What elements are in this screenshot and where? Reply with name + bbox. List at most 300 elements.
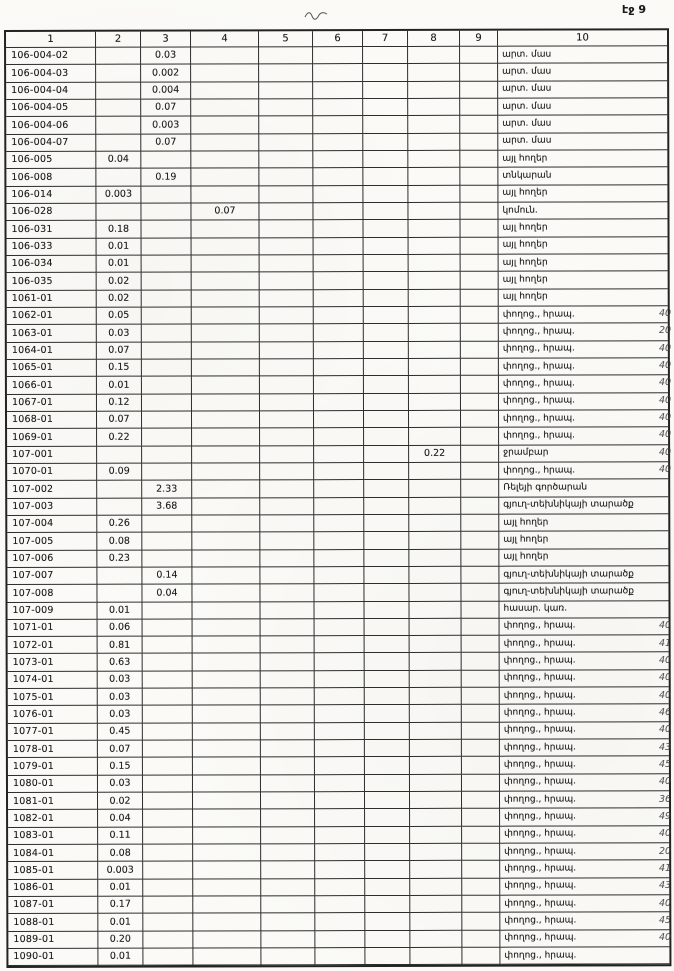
cell-area-value <box>365 688 410 705</box>
cell-parcel-code: 106-004-04 <box>6 82 96 100</box>
cell-area-value <box>260 376 314 393</box>
cell-land-use: փողոց., հրապ. <box>500 861 669 879</box>
cell-area-value <box>193 636 261 654</box>
cell-area-value <box>143 810 193 827</box>
cell-land-use: արտ. մաս <box>498 64 667 82</box>
cell-parcel-code: 1072-01 <box>8 637 98 655</box>
cell-area-value <box>192 515 260 533</box>
cell-area-value <box>141 203 191 220</box>
cell-parcel-code: 106-005 <box>6 152 96 170</box>
cell-area-value <box>314 359 364 376</box>
cell-land-use: արտ. մաս <box>498 116 667 134</box>
cell-area-value <box>410 844 462 861</box>
cell-area-value: 0.04 <box>142 585 192 602</box>
cell-area-value <box>365 757 410 774</box>
cell-area-value <box>192 290 260 308</box>
cell-area-value: 0.22 <box>97 429 142 446</box>
cell-parcel-code: 1071-01 <box>8 620 98 638</box>
cell-area-value <box>143 827 193 844</box>
cell-land-use: փողոց., հրապ. <box>499 358 668 376</box>
cell-area-value: 0.14 <box>142 567 192 584</box>
column-header: 9 <box>460 31 498 47</box>
cell-area-value <box>364 411 409 428</box>
cell-area-value <box>409 515 461 532</box>
cell-area-value <box>410 879 462 896</box>
cell-area-value <box>261 636 315 653</box>
cell-area-value <box>461 411 499 428</box>
cell-area-value: 0.15 <box>98 758 143 775</box>
cell-area-value <box>408 151 460 168</box>
cell-area-value <box>259 186 313 203</box>
cell-area-value <box>462 930 500 947</box>
cell-land-use: փողոց., հրապ. <box>500 843 669 861</box>
cell-area-value <box>143 654 193 671</box>
cell-area-value <box>261 810 315 827</box>
cell-area-value: 0.18 <box>97 221 142 238</box>
cell-parcel-code: 106-034 <box>7 256 97 274</box>
cell-area-value <box>142 273 192 290</box>
cell-land-use: գյուղ-տեխնիկայի տարածք <box>499 583 668 601</box>
margin-note: 40 <box>659 672 672 684</box>
cell-area-value <box>313 134 363 151</box>
cell-area-value <box>365 619 410 636</box>
cell-area-value <box>364 497 409 514</box>
cell-area-value <box>460 99 498 116</box>
cell-area-value <box>408 99 460 116</box>
cell-land-use: փողոց., հրապ. <box>500 774 669 792</box>
cell-area-value: 0.003 <box>98 862 143 879</box>
cell-area-value <box>260 550 314 567</box>
cell-area-value: 0.01 <box>98 914 143 931</box>
margin-note: 40 <box>659 464 672 476</box>
cell-area-value <box>409 584 461 601</box>
cell-area-value: 0.19 <box>141 169 191 186</box>
cell-area-value <box>460 116 498 133</box>
cell-area-value <box>460 133 498 150</box>
cell-area-value <box>143 879 193 896</box>
cell-parcel-code: 1075-01 <box>8 689 98 707</box>
cell-area-value <box>97 481 142 498</box>
cell-area-value <box>314 515 364 532</box>
cell-area-value <box>410 913 462 930</box>
cell-land-use: այլ հողեր <box>499 254 668 272</box>
cell-area-value <box>315 948 365 965</box>
cell-area-value <box>260 394 314 411</box>
cell-area-value <box>365 636 410 653</box>
cell-area-value <box>142 429 192 446</box>
column-header: 2 <box>96 32 141 48</box>
cell-area-value <box>142 602 192 619</box>
cell-area-value <box>461 549 499 566</box>
cell-land-use: արտ. մաս <box>498 133 667 151</box>
cell-area-value <box>261 914 315 931</box>
cell-area-value <box>261 948 315 965</box>
cell-area-value: 0.03 <box>97 325 142 342</box>
cell-area-value <box>192 567 260 585</box>
cell-area-value <box>364 601 409 618</box>
cell-area-value <box>315 619 365 636</box>
cell-area-value <box>315 723 365 740</box>
cell-area-value <box>364 532 409 549</box>
cell-area-value <box>408 133 460 150</box>
cell-land-use: փողոց., հրապ. <box>500 930 669 948</box>
cell-area-value <box>314 272 364 289</box>
cell-area-value <box>143 845 193 862</box>
cell-area-value <box>261 775 315 792</box>
cell-area-value <box>192 377 260 395</box>
cell-area-value <box>460 220 498 237</box>
cell-area-value <box>410 861 462 878</box>
cell-area-value: 0.01 <box>98 949 143 966</box>
cell-area-value <box>461 376 499 393</box>
cell-area-value <box>461 237 499 254</box>
margin-note: 40 <box>659 828 672 840</box>
cell-parcel-code: 107-002 <box>7 481 97 499</box>
cell-area-value <box>365 671 410 688</box>
cell-area-value: 0.63 <box>98 654 143 671</box>
cell-land-use: այլ հողեր <box>499 531 668 549</box>
cell-area-value <box>461 480 499 497</box>
column-header: 1 <box>6 32 96 48</box>
cell-area-value: 0.07 <box>141 134 191 151</box>
cell-area-value <box>192 238 260 256</box>
cell-area-value <box>461 515 499 532</box>
column-header: 8 <box>408 31 460 47</box>
cell-area-value <box>313 82 363 99</box>
margin-note: 40 <box>659 620 672 632</box>
cell-area-value <box>191 169 259 187</box>
cell-area-value <box>365 948 410 965</box>
cell-area-value: 0.02 <box>98 793 143 810</box>
cell-area-value <box>364 394 409 411</box>
cell-land-use: փողոց., հրապ. <box>500 791 669 809</box>
cell-parcel-code: 1079-01 <box>8 758 98 776</box>
cell-area-value <box>96 100 141 117</box>
cell-area-value <box>462 723 500 740</box>
margin-note: 45 <box>659 915 672 926</box>
margin-note: 40 <box>659 654 672 666</box>
cell-land-use: այլ հողեր <box>499 289 668 307</box>
cell-area-value <box>143 775 193 792</box>
cell-area-value <box>192 394 260 412</box>
cell-area-value <box>261 619 315 636</box>
cell-area-value <box>141 186 191 203</box>
cell-area-value <box>261 688 315 705</box>
margin-note: 41 <box>659 862 672 874</box>
cell-area-value <box>193 706 261 724</box>
cell-parcel-code: 106-031 <box>7 221 97 239</box>
cell-area-value <box>365 896 410 913</box>
column-header: 10 <box>498 30 667 46</box>
cell-area-value <box>143 706 193 723</box>
cell-land-use: գյուղ-տեխնիկայի տարածք <box>499 566 668 584</box>
cell-land-use: այլ հողեր <box>498 185 667 203</box>
cell-area-value <box>410 775 462 792</box>
cell-parcel-code: 1061-01 <box>7 290 97 308</box>
cell-area-value <box>410 896 462 913</box>
cell-area-value <box>315 636 365 653</box>
cell-land-use: փողոց., հրապ. <box>500 826 669 844</box>
cell-area-value <box>410 671 462 688</box>
cell-land-use: գյուղ-տեխնիկայի տարածք <box>499 497 668 515</box>
cell-area-value <box>261 792 315 809</box>
cell-land-use: փողոց., հրապ. <box>499 410 668 428</box>
cell-area-value <box>409 567 461 584</box>
cell-area-value <box>409 601 461 618</box>
cell-land-use: փողոց., հրապ. <box>500 913 669 931</box>
cell-parcel-code: 106-033 <box>7 238 97 256</box>
cell-parcel-code: 1065-01 <box>7 360 97 378</box>
cell-area-value <box>315 844 365 861</box>
cell-area-value <box>259 151 313 168</box>
cell-land-use: ջրամբար <box>499 445 668 463</box>
cell-area-value <box>193 740 261 758</box>
cell-area-value <box>313 64 363 81</box>
cell-area-value <box>192 411 260 429</box>
cell-area-value <box>365 844 410 861</box>
cell-area-value <box>462 948 500 965</box>
cell-area-value <box>192 602 260 620</box>
cell-parcel-code: 107-007 <box>7 568 97 586</box>
cell-area-value <box>142 221 192 238</box>
cell-land-use: փողոց., հրապ. <box>500 635 669 653</box>
cell-area-value: 0.15 <box>97 360 142 377</box>
cell-area-value <box>192 325 260 343</box>
cell-land-use: այլ հողեր <box>499 272 668 290</box>
cell-area-value <box>143 897 193 914</box>
cell-area-value <box>462 896 500 913</box>
cell-parcel-code: 1062-01 <box>7 308 97 326</box>
cell-area-value: 0.02 <box>97 273 142 290</box>
cell-area-value <box>408 64 460 81</box>
cell-area-value <box>259 82 313 99</box>
cell-area-value <box>315 706 365 723</box>
cell-area-value <box>409 307 461 324</box>
cell-area-value <box>460 151 498 168</box>
cell-land-use: այլ հողեր <box>499 514 668 532</box>
cell-parcel-code: 1083-01 <box>8 828 98 846</box>
cell-area-value <box>191 117 259 135</box>
cell-parcel-code: 106-004-05 <box>6 100 96 118</box>
cell-area-value <box>191 99 259 117</box>
cell-area-value <box>260 324 314 341</box>
cell-parcel-code: 1088-01 <box>8 914 98 932</box>
cell-area-value <box>261 879 315 896</box>
cell-area-value <box>192 533 260 551</box>
margin-note: 43 <box>659 741 672 753</box>
cell-area-value <box>410 688 462 705</box>
cell-area-value <box>315 913 365 930</box>
cell-area-value <box>363 168 408 185</box>
cell-area-value <box>409 341 461 358</box>
cell-area-value <box>314 602 364 619</box>
cell-area-value <box>365 913 410 930</box>
cell-area-value <box>260 584 314 601</box>
cell-area-value <box>259 168 313 185</box>
cell-area-value <box>410 705 462 722</box>
cell-area-value <box>363 203 408 220</box>
cell-area-value <box>462 705 500 722</box>
cell-area-value <box>409 255 461 272</box>
cell-parcel-code: 1086-01 <box>8 880 98 898</box>
cell-area-value <box>259 47 313 64</box>
cell-area-value <box>142 255 192 272</box>
cell-area-value <box>408 185 460 202</box>
cell-area-value <box>409 237 461 254</box>
cell-area-value <box>409 272 461 289</box>
cell-land-use: փողոց., հրապ. <box>499 306 668 324</box>
cell-area-value: 0.004 <box>141 82 191 99</box>
cell-area-value <box>96 134 141 151</box>
cell-area-value <box>143 758 193 775</box>
cell-area-value <box>260 532 314 549</box>
cell-land-use: փողոց., հրապ. <box>500 809 669 827</box>
cell-area-value <box>261 671 315 688</box>
cell-area-value <box>364 290 409 307</box>
cell-area-value <box>142 377 192 394</box>
cell-area-value: 0.07 <box>97 412 142 429</box>
cell-area-value <box>142 446 192 463</box>
cell-area-value <box>261 896 315 913</box>
cell-area-value <box>363 186 408 203</box>
cell-area-value <box>259 99 313 116</box>
cell-land-use: փողոց., հրապ. <box>500 670 669 688</box>
cell-area-value <box>364 272 409 289</box>
cell-area-value <box>142 307 192 324</box>
cell-area-value <box>314 307 364 324</box>
cell-area-value <box>315 792 365 809</box>
cell-area-value <box>96 48 141 65</box>
cell-land-use: փողոց., հրապ. <box>500 705 669 723</box>
margin-note: 40 <box>659 360 672 372</box>
cell-area-value <box>313 203 363 220</box>
cell-area-value: 0.17 <box>98 897 143 914</box>
cell-land-use: հասար. կառ. <box>499 601 668 619</box>
cell-area-value <box>193 758 261 776</box>
cell-area-value <box>96 117 141 134</box>
cell-land-use: փողոց., հրապ. <box>500 895 669 913</box>
cell-area-value <box>364 549 409 566</box>
cell-area-value <box>410 653 462 670</box>
cell-area-value <box>97 585 142 602</box>
cell-area-value <box>143 862 193 879</box>
cell-parcel-code: 106-004-03 <box>6 65 96 83</box>
margin-note: 20 <box>659 325 672 337</box>
cell-area-value <box>364 463 409 480</box>
margin-note: 45 <box>659 758 672 770</box>
cell-area-value <box>410 723 462 740</box>
cell-area-value <box>315 671 365 688</box>
cell-area-value <box>192 359 260 377</box>
cell-area-value <box>315 827 365 844</box>
cell-area-value <box>408 168 460 185</box>
cell-land-use: արտ. մաս <box>498 46 667 64</box>
cell-area-value <box>461 255 499 272</box>
cell-land-use: փողոց., հրապ. <box>500 687 669 705</box>
cell-area-value <box>259 117 313 134</box>
cell-area-value <box>462 757 500 774</box>
cell-land-use: տնկարան <box>498 168 667 186</box>
cell-area-value <box>192 255 260 273</box>
cell-area-value <box>315 809 365 826</box>
cell-parcel-code: 1081-01 <box>8 793 98 811</box>
cell-area-value <box>363 99 408 116</box>
cell-area-value <box>260 307 314 324</box>
cell-area-value <box>365 653 410 670</box>
cell-area-value <box>313 186 363 203</box>
cell-area-value <box>460 203 498 220</box>
cell-area-value <box>313 47 363 64</box>
cell-area-value <box>96 204 141 221</box>
cell-land-use: փողոց., հրապ. <box>500 618 669 636</box>
cell-area-value <box>260 463 314 480</box>
cell-area-value <box>364 480 409 497</box>
cell-area-value <box>408 116 460 133</box>
cell-area-value: 0.003 <box>141 117 191 134</box>
cell-area-value <box>142 325 192 342</box>
cell-area-value <box>409 411 461 428</box>
cell-area-value <box>142 359 192 376</box>
cell-area-value: 0.01 <box>97 377 142 394</box>
cell-area-value <box>313 151 363 168</box>
cell-parcel-code: 106-004-06 <box>6 117 96 135</box>
cell-area-value <box>461 463 499 480</box>
cell-area-value <box>260 342 314 359</box>
cell-area-value <box>259 220 313 237</box>
cell-area-value: 0.45 <box>98 723 143 740</box>
cell-land-use: փողոց., հրապ. <box>499 324 668 342</box>
cell-area-value <box>461 445 499 462</box>
cell-area-value <box>192 446 260 464</box>
cell-area-value <box>261 758 315 775</box>
cell-area-value <box>365 931 410 948</box>
margin-note: 40 <box>659 429 672 441</box>
cell-area-value <box>315 896 365 913</box>
cell-area-value <box>461 289 499 306</box>
cell-parcel-code: 106-004-07 <box>6 134 96 152</box>
cell-parcel-code: 1077-01 <box>8 724 98 742</box>
cell-area-value <box>410 931 462 948</box>
cell-area-value <box>142 411 192 428</box>
cell-area-value <box>191 134 259 152</box>
cell-area-value <box>365 879 410 896</box>
cell-area-value <box>408 203 460 220</box>
cell-parcel-code: 1066-01 <box>7 377 97 395</box>
cell-area-value <box>409 549 461 566</box>
cell-area-value <box>260 290 314 307</box>
cell-area-value <box>315 775 365 792</box>
cell-parcel-code: 107-001 <box>7 446 97 464</box>
cell-land-use: փողոց., հրապ. <box>499 393 668 411</box>
cell-area-value <box>193 896 261 914</box>
cell-area-value <box>192 463 260 481</box>
cell-area-value <box>410 809 462 826</box>
cell-area-value <box>365 827 410 844</box>
cell-area-value <box>193 792 261 810</box>
cell-area-value <box>314 238 364 255</box>
cell-area-value: 0.05 <box>97 308 142 325</box>
cell-area-value <box>142 550 192 567</box>
cell-area-value <box>97 498 142 515</box>
cell-area-value <box>462 913 500 930</box>
cell-area-value <box>314 498 364 515</box>
cell-area-value <box>193 862 261 880</box>
margin-note: 46 <box>659 706 672 718</box>
cell-land-use: փողոց., հրապ. <box>500 722 669 740</box>
cell-parcel-code: 106-004-02 <box>6 48 96 66</box>
cell-area-value <box>315 861 365 878</box>
cell-area-value: 0.11 <box>98 827 143 844</box>
